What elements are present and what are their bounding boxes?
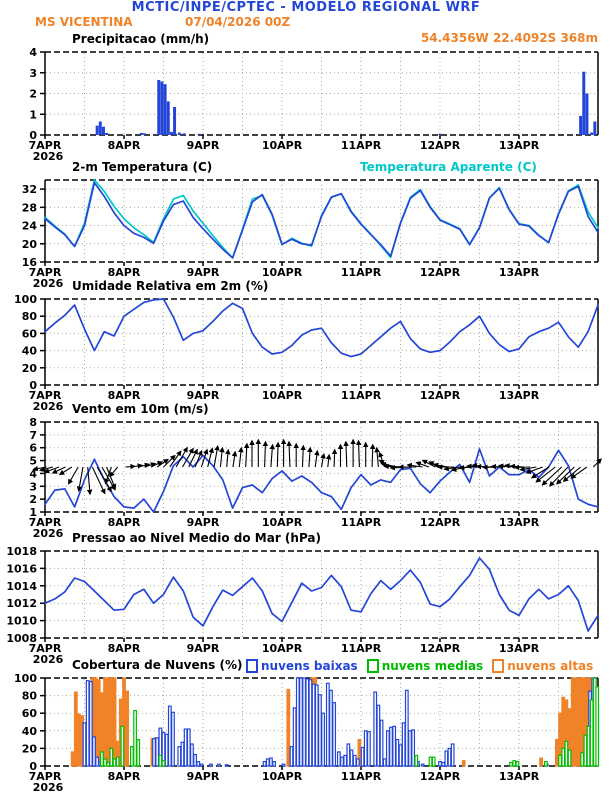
x-tick-label: 11APR	[340, 516, 382, 529]
x-tick-label: 8APR	[107, 389, 141, 402]
mid-clouds-swatch-icon	[367, 659, 379, 673]
x-tick-label: 12APR	[419, 266, 461, 279]
x-tick-label: 9APR	[186, 389, 220, 402]
panel-5	[14, 672, 598, 792]
y-tick-label: 40	[21, 724, 37, 738]
y-tick-label: 8	[29, 416, 37, 429]
legend-label: nuvens altas	[507, 659, 594, 673]
x-year-label: 2026	[32, 781, 64, 792]
y-tick-label: 1014	[6, 579, 37, 593]
y-tick-label: 7	[29, 428, 37, 442]
series-line	[45, 299, 598, 357]
y-axis	[14, 672, 45, 773]
gridlines	[46, 181, 597, 261]
run-datetime: 07/04/2026 00Z	[185, 15, 291, 29]
x-tick-label: 10APR	[261, 770, 303, 783]
x-axis	[29, 135, 540, 163]
station-name: MS VICENTINA	[35, 15, 133, 29]
x-tick-label: 12APR	[419, 389, 461, 402]
x-tick-label: 10APR	[261, 266, 303, 279]
y-tick-label: 0	[29, 129, 37, 142]
x-tick-label: 13APR	[498, 770, 540, 783]
cloud-legend	[246, 659, 593, 673]
y-axis	[14, 293, 45, 392]
y-tick-label: 1018	[6, 545, 37, 558]
x-year-label: 2026	[32, 653, 64, 666]
y-tick-label: 1012	[6, 597, 37, 611]
x-year-label: 2026	[32, 527, 64, 540]
x-axis	[29, 766, 540, 792]
y-tick-label: 0	[29, 760, 37, 773]
panel-title-pressure: Pressao ao Nivel Medio do Mar (hPa)	[72, 531, 322, 545]
legend-item-low-clouds	[246, 659, 358, 673]
panel-3	[29, 416, 601, 540]
gridlines	[46, 53, 597, 134]
y-tick-label: 1010	[6, 614, 37, 628]
page-title: MCTIC/INPE/CPTEC - MODELO REGIONAL WRF	[131, 0, 481, 15]
y-tick-label: 60	[21, 707, 37, 721]
x-tick-label: 11APR	[340, 642, 382, 655]
x-tick-label: 9APR	[186, 770, 220, 783]
panel-title-precipitation: Precipitacao (mm/h)	[72, 32, 210, 46]
x-tick-label: 8APR	[107, 642, 141, 655]
y-tick-label: 4	[29, 46, 37, 59]
y-tick-label: 3	[29, 66, 37, 80]
panel-title-clouds: Cobertura de Nuvens (%)	[72, 658, 243, 672]
x-tick-label: 8APR	[107, 516, 141, 529]
y-tick-label: 28	[21, 201, 37, 215]
x-tick-label: 10APR	[261, 516, 303, 529]
legend-label: nuvens medias	[381, 659, 484, 673]
x-tick-label: 12APR	[419, 516, 461, 529]
x-tick-label: 7APR	[28, 139, 62, 152]
x-tick-label: 7APR	[28, 389, 62, 402]
x-tick-label: 7APR	[28, 516, 62, 529]
y-tick-label: 0	[29, 379, 37, 392]
legend-item-mid-clouds	[367, 659, 484, 673]
y-tick-label: 20	[21, 237, 37, 251]
legend-item-high-clouds	[492, 659, 593, 673]
x-tick-label: 11APR	[340, 389, 382, 402]
y-tick-label: 20	[21, 361, 37, 375]
y-tick-label: 1	[29, 108, 37, 122]
y-tick-label: 1008	[6, 632, 37, 645]
x-year-label: 2026	[32, 150, 64, 163]
station-coordinates: 54.4356W 22.4092S 368m	[420, 31, 598, 45]
x-tick-label: 13APR	[498, 139, 540, 152]
gridlines	[46, 552, 597, 637]
panel-title-temperature: 2-m Temperatura (C)	[72, 160, 213, 174]
y-tick-label: 40	[21, 344, 37, 358]
high-clouds-swatch-icon	[492, 659, 504, 673]
series-line	[45, 449, 598, 512]
panel-title-humidity: Umidade Relativa em 2m (%)	[72, 279, 269, 293]
panel-title-wind: Vento em 10m (m/s)	[72, 402, 209, 416]
y-tick-label: 16	[21, 256, 37, 269]
low-clouds-swatch-icon	[246, 659, 258, 673]
legend-apparent-temperature: Temperatura Aparente (C)	[360, 160, 537, 174]
x-tick-label: 7APR	[28, 642, 62, 655]
x-tick-label: 12APR	[419, 642, 461, 655]
cloud-bars-baixas	[83, 678, 594, 766]
panel-2	[14, 293, 598, 413]
x-tick-label: 11APR	[340, 139, 382, 152]
x-tick-label: 9APR	[186, 642, 220, 655]
x-tick-label: 7APR	[28, 266, 62, 279]
y-tick-label: 80	[21, 689, 37, 703]
y-tick-label: 2	[29, 493, 37, 507]
x-tick-label: 8APR	[107, 266, 141, 279]
y-tick-label: 100	[14, 672, 37, 685]
y-tick-label: 80	[21, 310, 37, 324]
x-tick-label: 12APR	[419, 770, 461, 783]
y-tick-label: 60	[21, 327, 37, 341]
x-tick-label: 11APR	[340, 266, 382, 279]
x-tick-label: 13APR	[498, 516, 540, 529]
x-tick-label: 7APR	[28, 770, 62, 783]
x-tick-label: 12APR	[419, 139, 461, 152]
x-tick-label: 10APR	[261, 139, 303, 152]
y-axis	[6, 545, 45, 645]
legend-label: nuvens baixas	[261, 659, 358, 673]
y-tick-label: 100	[14, 293, 37, 306]
y-tick-label: 4	[29, 467, 37, 481]
precipitation-bars	[96, 72, 597, 135]
panel-0	[29, 46, 598, 163]
x-tick-label: 9APR	[186, 516, 220, 529]
panel-4	[6, 545, 598, 666]
y-axis	[22, 183, 45, 269]
y-tick-label: 5	[29, 454, 37, 468]
x-tick-label: 8APR	[107, 770, 141, 783]
y-axis	[29, 46, 45, 142]
x-tick-label: 9APR	[186, 266, 220, 279]
x-tick-label: 11APR	[340, 770, 382, 783]
x-tick-label: 10APR	[261, 389, 303, 402]
y-tick-label: 6	[29, 441, 37, 455]
y-tick-label: 1	[29, 506, 37, 519]
y-tick-label: 2	[29, 87, 37, 101]
x-tick-label: 13APR	[498, 389, 540, 402]
y-tick-label: 20	[21, 742, 37, 756]
x-year-label: 2026	[32, 400, 64, 413]
y-tick-label: 32	[21, 183, 37, 197]
x-year-label: 2026	[32, 277, 64, 290]
x-tick-label: 8APR	[107, 139, 141, 152]
y-tick-label: 24	[21, 219, 37, 233]
x-tick-label: 9APR	[186, 139, 220, 152]
y-tick-label: 3	[29, 480, 37, 494]
x-tick-label: 10APR	[261, 642, 303, 655]
y-tick-label: 1016	[6, 562, 37, 576]
x-tick-label: 13APR	[498, 642, 540, 655]
panel-1	[22, 180, 598, 290]
x-tick-label: 13APR	[498, 266, 540, 279]
